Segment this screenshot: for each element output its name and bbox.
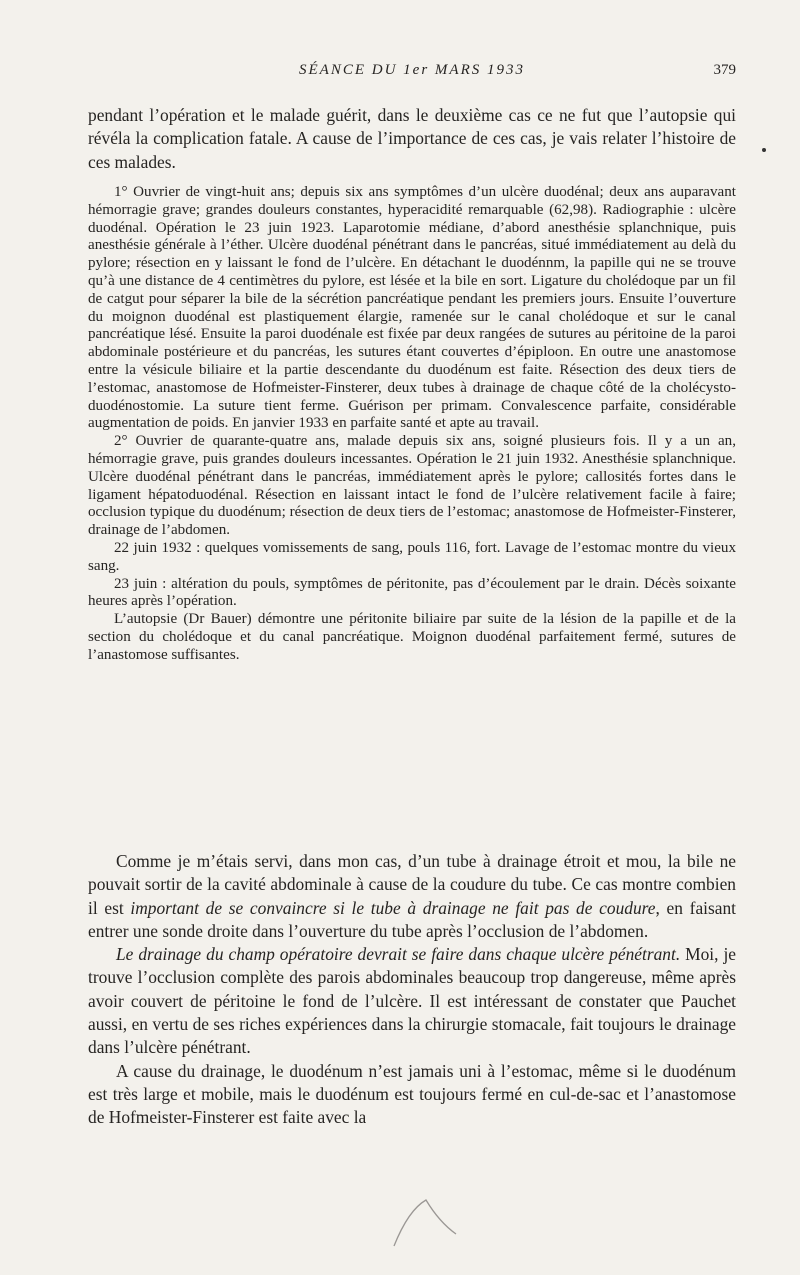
discussion-p1-start: Comme je m’étais servi, dans mon cas, d’un tube à drainage étroit et mou, la bile ne pouvait sortir de la cavité abdominale à cause de la coudure du tube. Ce cas montre combien il est xyxy=(88,851,736,918)
lead-paragraph-block xyxy=(88,104,736,174)
discussion-paragraph-3: A cause du drainage, le duodénum n’est jamais uni à l’estomac, même si le duodénum est très large et mobile, mais le duodénum est toujours fermé en cul-de-sac et l’anastomose de Hofmeister-Finsterer est faite avec la xyxy=(88,1060,736,1128)
discussion-p1-end: , en faisant entrer une sonde droite dans l’ouverture du tube après l’occlusion de l’abdomen. xyxy=(88,897,737,941)
document-page xyxy=(88,0,736,1275)
discussion-p2-rest: Moi, je trouve l’occlusion complète des parois abdominales beaucoup trop dangereuse, même après avoir couvert de péritoine le fond de l’ulcère. Il est intéressant de constater que Pauchet aussi, en vertu de ses riches expériences dans la chirurgie stomacale, fait toujours le drainage dans l’ulcère pénétrant. xyxy=(88,944,736,1058)
case-report-1: 1° Ouvrier de vingt-huit ans; depuis six ans symptômes d’un ulcère duodénal; deux ans auparavant hémorragie grave; grandes douleurs constantes, hyperacidité remarquable (62,98). Radiographie : ulcère duodénal. Opération le 23 juin 1923. Laparotomie médiane, d’abord anesthésie splanchnique, puis anesthésie générale à l’éther. Ulcère duodénal pénétrant dans le pancréas, situé immédiatement au delà du pylore; résection en y laissant le fond de l’ulcère. En détachant le duodénnm, la papille qui ne se trouve qu’à une distance de 4 centimètres du pylore, est lésée et la bile en sort. Ligature du cholédoque par un fil de catgut pour séparer la bile de la sécrétion pancréatique pendant les premiers jours. Ensuite l’ouverture du moignon duodénal est plastiquement élargie, ramenée sur le canal cholédoque et sur le canal pancréatique lésé. Ensuite la paroi duodénale est fixée par deux rangées de sutures au péritoine de la paroi abdominale postérieure et du pancréas, les sutures étant couvertes d’épiploon. En outre une anastomose entre la vésicule biliaire et la partie descendante du duodénum est faite. Résection des deux tiers de l’estomac, anastomose de Hofmeister-Finsterer, deux tubes à drainage de chaque côté de la cholécysto-duodénostomie. La suture tient ferme. Guérison per primam. Convalescence parfaite, considérable augmentation de poids. En janvier 1933 en parfaite santé et apte au travail. xyxy=(88,184,736,432)
discussion-p1-italic: important de se convaincre si le tube à drainage ne fait pas de coudure xyxy=(130,897,656,918)
running-header xyxy=(88,62,736,82)
discussion-paragraph-1 xyxy=(88,850,736,943)
lead-paragraph: pendant l’opération et le malade guérit, dans le deuxième cas ce ne fut que l’autopsie qui révéla la complication fatale. A cause de l’importance de ces cas, je vais relater l’histoire de ces malades. xyxy=(88,105,736,172)
autopsy-report: L’autopsie (Dr Bauer) démontre une péritonite biliaire par suite de la lésion de la papille et de la section du cholédoque et du canal pancréatique. Moignon duodénal parfaitement fermé, sutures de l’anastomose suffisantes. xyxy=(88,611,736,663)
discussion xyxy=(88,850,736,1130)
case-report-2-day1: 22 juin 1932 : quelques vomissements de sang, pouls 116, fort. Lavage de l’estomac montre du vieux sang. xyxy=(88,539,736,574)
case-report-2-day2: 23 juin : altération du pouls, symptômes de péritonite, pas d’écoulement par le drain. Décès soixante heures après l’opération. xyxy=(88,575,736,610)
margin-dot xyxy=(762,148,766,152)
discussion-p2-italic: Le drainage du champ opératoire devrait se faire dans chaque ulcère pénétrant. xyxy=(116,944,681,965)
page-number: 379 xyxy=(713,62,736,78)
case-report-2: 2° Ouvrier de quarante-quatre ans, malade depuis six ans, soigné plusieurs fois. Il y a un an, hémorragie grave, puis grandes douleurs incessantes. Opération le 21 juin 1932. Anesthésie splanchnique. Ulcère duodénal pénétrant dans le pancréas, immédiatement après le pylore; callosités fortes dans le ligament hépatoduodénal. Résection en laissant intact le fond de l’ulcère relativement facile à faire; occlusion typique du duodénum; résection de deux tiers de l’estomac; anastomose de Hofmeister-Finsterer, drainage de l’abdomen. xyxy=(88,433,736,539)
case-reports xyxy=(88,184,736,665)
pen-stroke-mark xyxy=(380,1190,470,1250)
discussion-paragraph-2 xyxy=(88,943,736,1059)
running-title: SÉANCE DU 1er MARS 1933 xyxy=(299,62,525,78)
